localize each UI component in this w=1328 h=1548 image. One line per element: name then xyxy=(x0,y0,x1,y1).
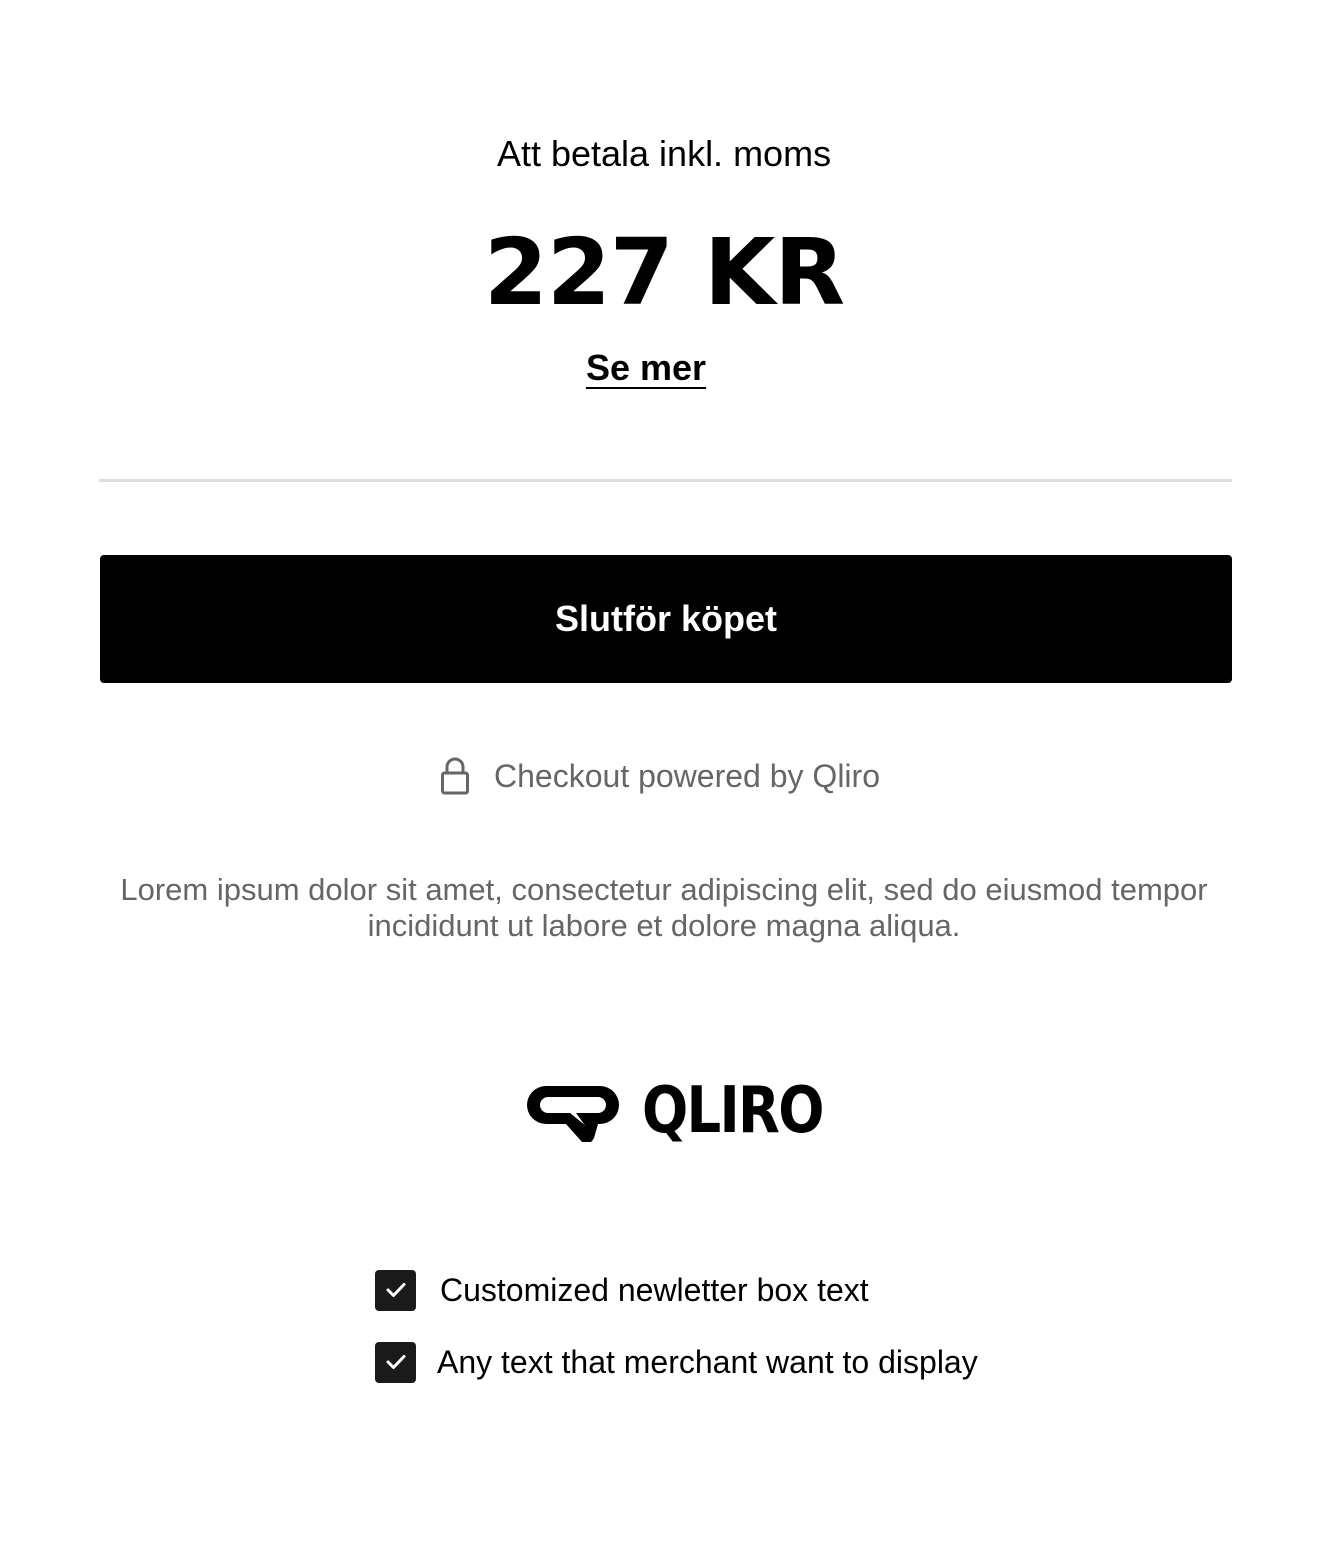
merchant-checkbox[interactable] xyxy=(375,1342,416,1383)
powered-by-text: Checkout powered by Qliro xyxy=(494,757,880,794)
powered-by-row xyxy=(0,752,1328,800)
newsletter-checkbox-label: Customized newletter box text xyxy=(440,1271,869,1308)
lock-icon xyxy=(440,756,470,796)
divider xyxy=(99,479,1232,482)
qliro-wordmark: QLIRO xyxy=(642,1074,823,1148)
merchant-info-text: Lorem ipsum dolor sit amet, consectetur adipiscing elit, sed do eiusmod tempor incididunt ut labore et dolore magna aliqua. xyxy=(120,872,1208,943)
merchant-checkbox-label: Any text that merchant want to display xyxy=(437,1343,978,1380)
qliro-logo-mark-icon xyxy=(524,1080,624,1142)
checkmark-icon xyxy=(385,1281,407,1299)
see-more-link[interactable]: Se mer xyxy=(585,347,707,388)
newsletter-option xyxy=(375,1269,869,1311)
checkmark-icon xyxy=(385,1353,407,1371)
amount-due-label: Att betala inkl. moms xyxy=(496,133,832,174)
complete-purchase-button[interactable]: Slutför köpet xyxy=(100,555,1232,683)
total-amount: 227 KR xyxy=(483,219,845,326)
merchant-option xyxy=(375,1341,978,1383)
qliro-logo xyxy=(524,1074,823,1148)
see-more-container xyxy=(0,344,1292,392)
newsletter-checkbox[interactable] xyxy=(375,1270,416,1311)
